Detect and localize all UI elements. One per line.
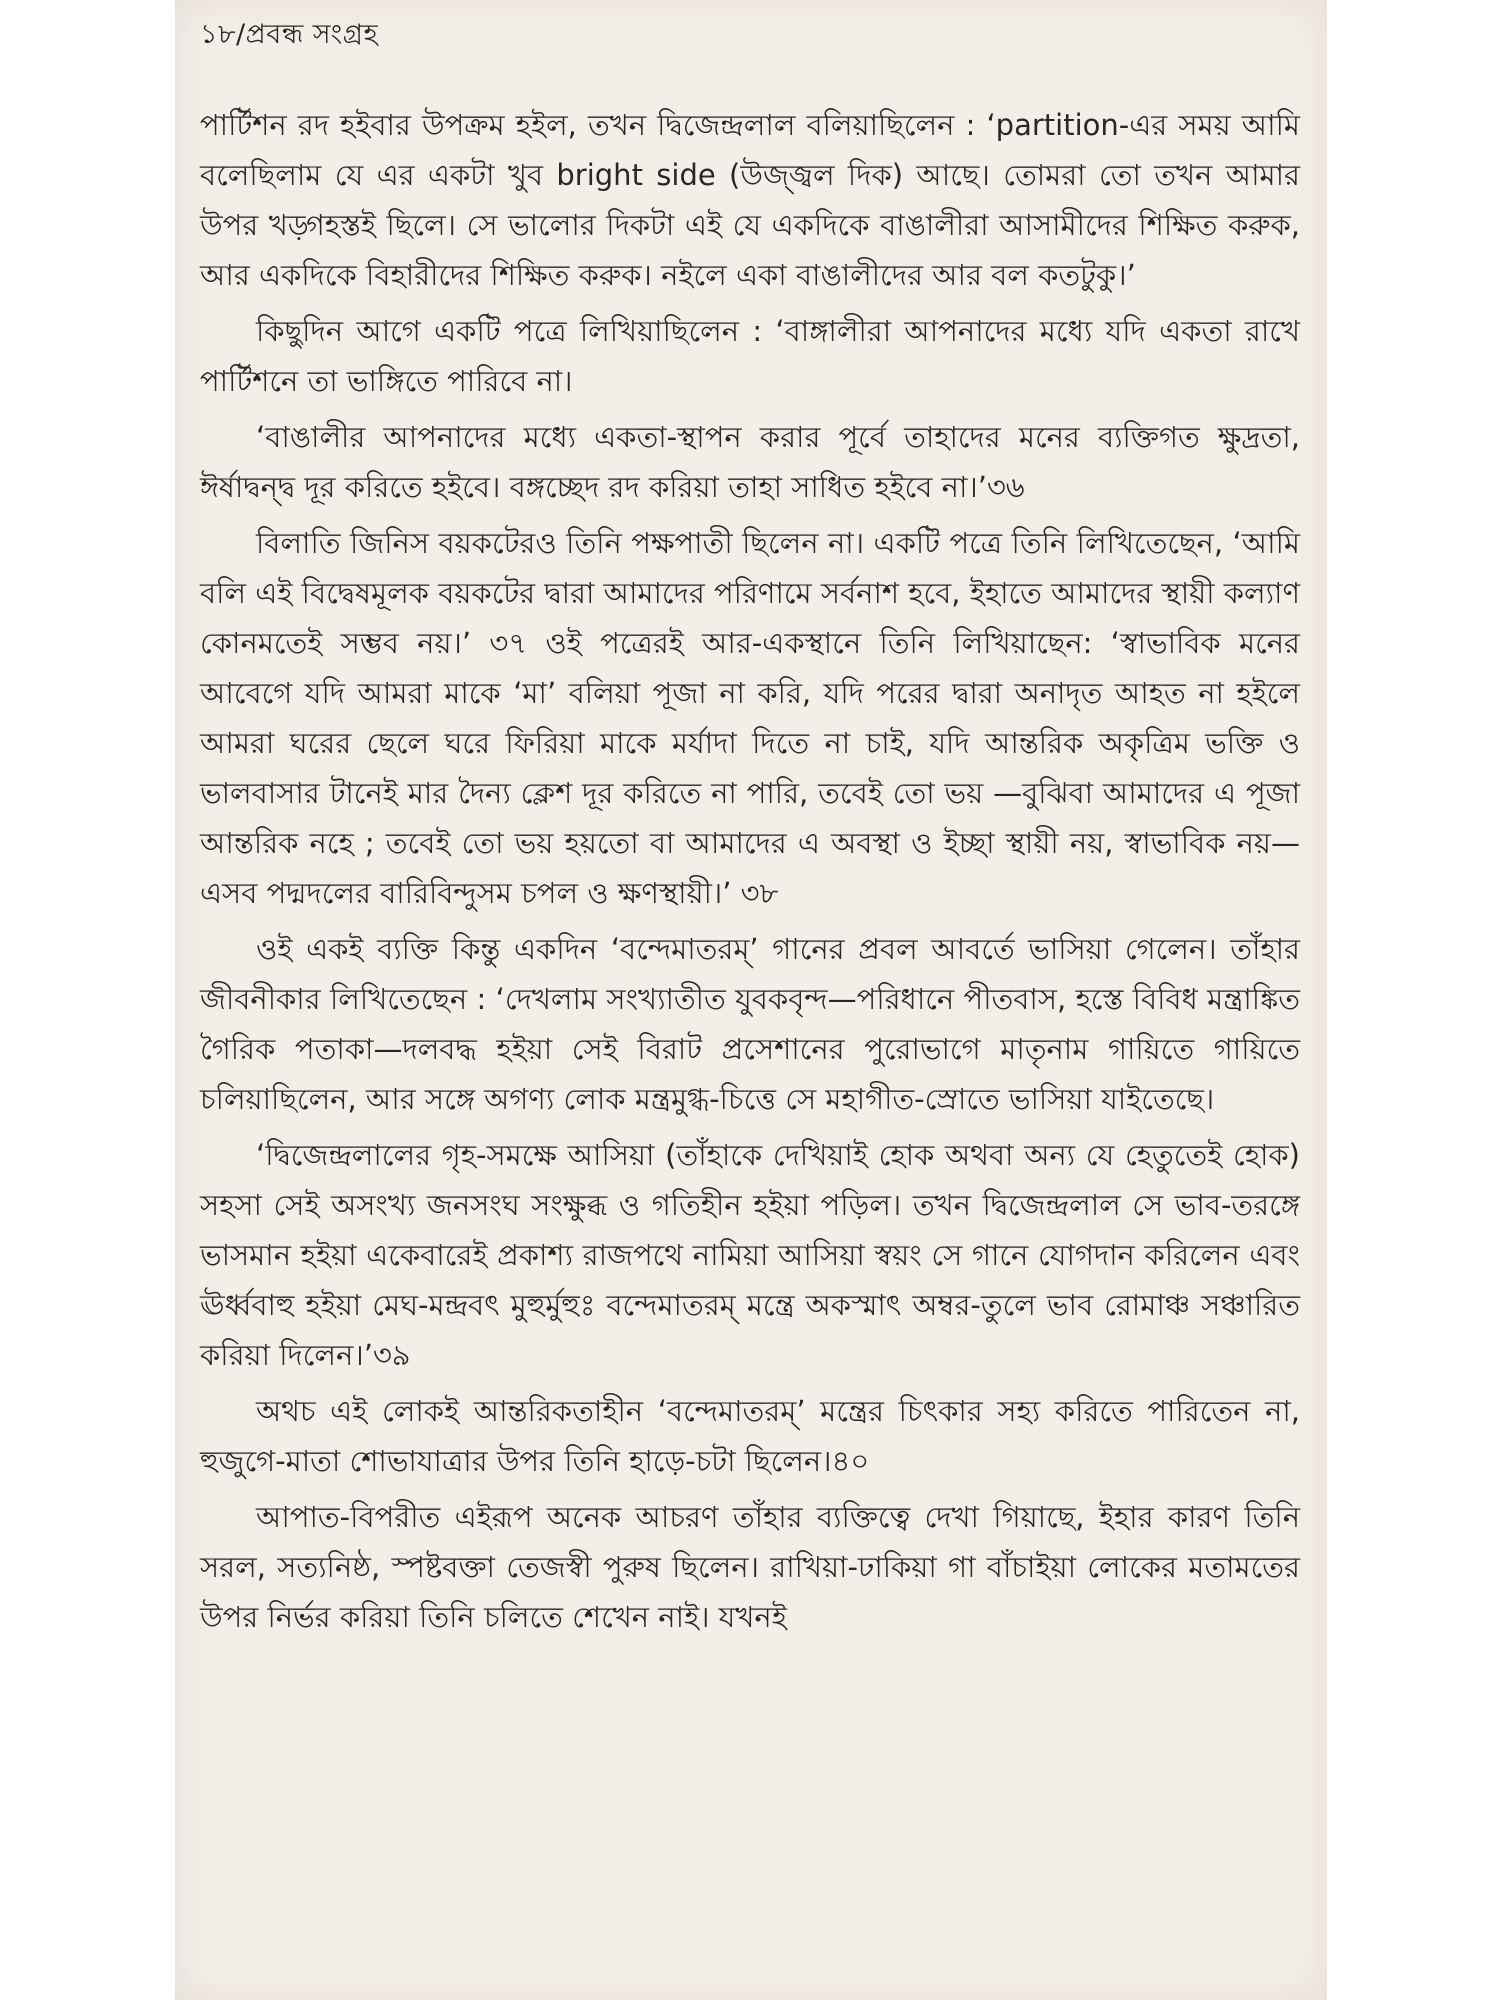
body-text (200, 100, 1300, 1648)
paragraph-1: পার্টিশন রদ হইবার উপক্রম হইল, তখন দ্বিজেন্দ্রলাল বলিয়াছিলেন : ‘partition-এর সময় আমি বলেছিলাম যে এর একটা খুব bright side (উজ্জ্বল দিক) আছে। তোমরা তো তখন আমার উপর খড়্গহস্তই ছিলে। সে ভালোর দিকটা এই যে একদিকে বাঙালীরা আসামীদের শিক্ষিত করুক, আর একদিকে বিহারীদের শিক্ষিত করুক। নইলে একা বাঙালীদের আর বল কতটুকু।’ (200, 108, 1300, 292)
paragraph-2: কিছুদিন আগে একটি পত্রে লিখিয়াছিলেন : ‘বাঙ্গালীরা আপনাদের মধ্যে যদি একতা রাখে পার্টিশনে তা ভাঙ্গিতে পারিবে না। (200, 314, 1300, 398)
paragraph-7: অথচ এই লোকই আন্তরিকতাহীন ‘বন্দেমাতরম্’ মন্ত্রের চিৎকার সহ্য করিতে পারিতেন না, হুজুগে-মাতা শোভাযাত্রার উপর তিনি হাড়ে-চটা ছিলেন।৪০ (200, 1394, 1300, 1478)
book-page (175, 0, 1327, 2000)
paragraph-3: ‘বাঙালীর আপনাদের মধ্যে একতা-স্থাপন করার পূর্বে তাহাদের মনের ব্যক্তিগত ক্ষুদ্রতা, ঈর্ষাদ্বন্দ্ব দূর করিতে হইবে। বঙ্গচ্ছেদ রদ করিয়া তাহা সাধিত হইবে না।’৩৬ (200, 420, 1300, 504)
running-head: ১৮/প্রবন্ধ সংগ্রহ (200, 19, 379, 50)
paragraph-4: বিলাতি জিনিস বয়কটেরও তিনি পক্ষপাতী ছিলেন না। একটি পত্রে তিনি লিখিতেছেন, ‘আমি বলি এই বিদ্বেষমূলক বয়কটের দ্বারা আমাদের পরিণামে সর্বনাশ হবে, ইহাতে আমাদের স্থায়ী কল্যাণ কোনমতেই সম্ভব নয়।’ ৩৭ ওই পত্রেরই আর-একস্থানে তিনি লিখিয়াছেন: ‘স্বাভাবিক মনের আবেগে যদি আমরা মাকে ‘মা’ বলিয়া পূজা না করি, যদি পরের দ্বারা অনাদৃত আহত না হইলে আমরা ঘরের ছেলে ঘরে ফিরিয়া মাকে মর্যাদা দিতে না চাই, যদি আন্তরিক অকৃত্রিম ভক্তি ও ভালবাসার টানেই মার দৈন্য ক্লেশ দূর করিতে না পারি, তবেই তো ভয় —বুঝিবা আমাদের এ পূজা আন্তরিক নহে ; তবেই তো ভয় হয়তো বা আমাদের এ অবস্থা ও ইচ্ছা স্থায়ী নয়, স্বাভাবিক নয়—এসব পদ্মদলের বারিবিন্দুসম চপল ও ক্ষণস্থায়ী।’ ৩৮ (200, 526, 1300, 910)
paragraph-8: আপাত-বিপরীত এইরূপ অনেক আচরণ তাঁহার ব্যক্তিত্বে দেখা গিয়াছে, ইহার কারণ তিনি সরল, সত্যনিষ্ঠ, স্পষ্টবক্তা তেজস্বী পুরুষ ছিলেন। রাখিয়া-ঢাকিয়া গা বাঁচাইয়া লোকের মতামতের উপর নির্ভর করিয়া তিনি চলিতে শেখেন নাই। যখনই (200, 1500, 1300, 1634)
paragraph-6: ‘দ্বিজেন্দ্রলালের গৃহ-সমক্ষে আসিয়া (তাঁহাকে দেখিয়াই হোক অথবা অন্য যে হেতুতেই হোক) সহসা সেই অসংখ্য জনসংঘ সংক্ষুব্ধ ও গতিহীন হইয়া পড়িল। তখন দ্বিজেন্দ্রলাল সে ভাব-তরঙ্গে ভাসমান হইয়া একেবারেই প্রকাশ্য রাজপথে নামিয়া আসিয়া স্বয়ং সে গানে যোগদান করিলেন এবং ঊর্ধ্ববাহু হইয়া মেঘ-মন্দ্রবৎ মুহুর্মুহুঃ বন্দেমাতরম্ মন্ত্রে অকস্মাৎ অম্বর-তুলে ভাব রোমাঞ্চ সঞ্চারিত করিয়া দিলেন।’৩৯ (200, 1138, 1300, 1372)
paragraph-5: ওই একই ব্যক্তি কিন্তু একদিন ‘বন্দেমাতরম্’ গানের প্রবল আবর্তে ভাসিয়া গেলেন। তাঁহার জীবনীকার লিখিতেছেন : ‘দেখলাম সংখ্যাতীত যুবকবৃন্দ—পরিধানে পীতবাস, হস্তে বিবিধ মন্ত্রাঙ্কিত গৈরিক পতাকা—দলবদ্ধ হইয়া সেই বিরাট প্রসেশানের পুরোভাগে মাতৃনাম গায়িতে গায়িতে চলিয়াছিলেন, আর সঙ্গে অগণ্য লোক মন্ত্রমুগ্ধ-চিত্তে সে মহাগীত-স্রোতে ভাসিয়া যাইতেছে। (200, 932, 1300, 1116)
